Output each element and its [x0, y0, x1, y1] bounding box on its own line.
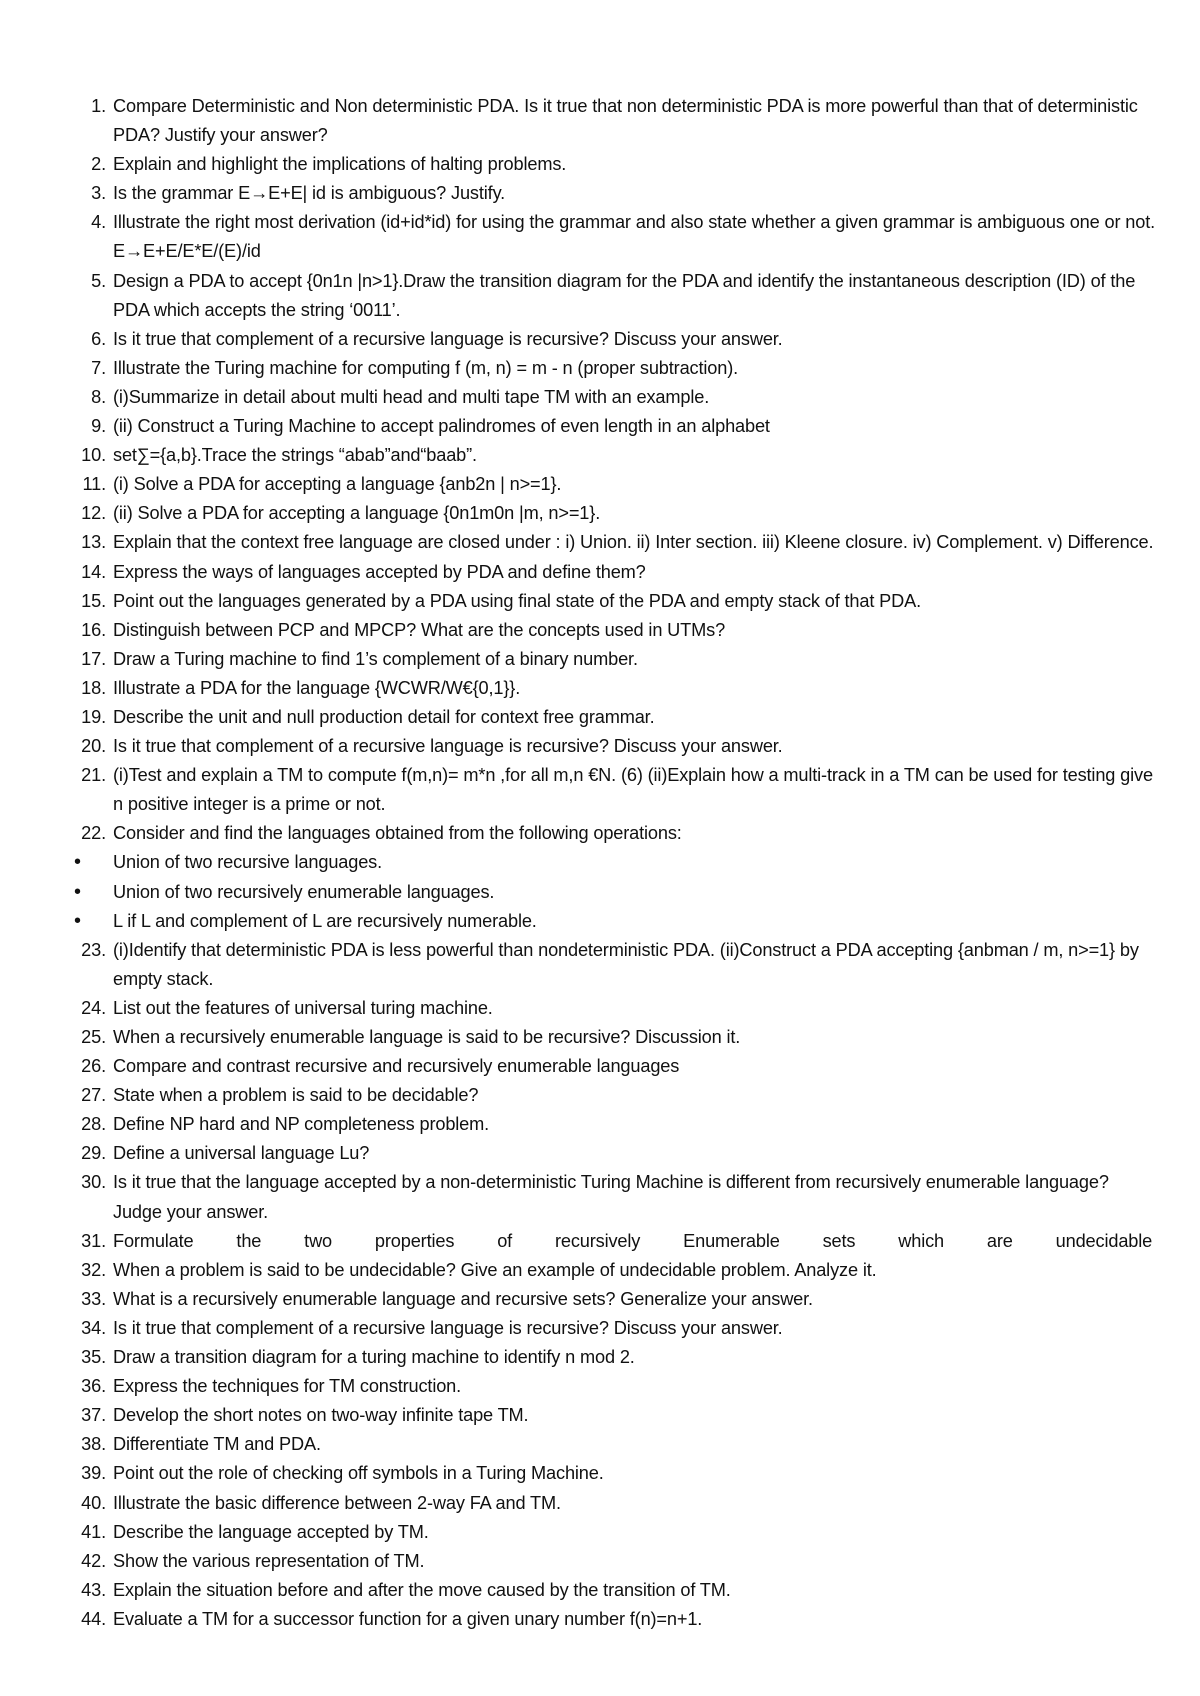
question-number: 14. [81, 561, 106, 582]
question-item [0, 470, 1200, 499]
question-number: 24. [81, 997, 106, 1018]
question-item [0, 1052, 1200, 1081]
question-item [0, 441, 1200, 470]
question-item [0, 819, 1200, 848]
question-number: 11. [82, 474, 106, 495]
question-number: 29. [81, 1143, 106, 1164]
question-number: 1. [91, 96, 106, 116]
question-item [0, 761, 1200, 819]
question-text: Describe the unit and null production detail for context free grammar. [113, 706, 655, 727]
question-text: Explain that the context free language are closed under : i) Union. ii) Inter section. iii) Kleene closure. iv) Complement. v) Difference. [113, 532, 1154, 553]
question-number: 22. [81, 823, 106, 844]
question-text: (ii) Solve a PDA for accepting a language {0n1m0n |m, n>=1}. [113, 503, 601, 524]
question-item [0, 1256, 1200, 1285]
question-number: 20. [81, 736, 106, 757]
bullet-marker: • [74, 851, 81, 874]
question-number: 28. [81, 1114, 106, 1135]
question-item [0, 1168, 1200, 1226]
question-number: 42. [81, 1550, 106, 1571]
question-number: 10. [81, 445, 106, 466]
question-number: 31. [81, 1230, 106, 1251]
question-text: Formulate the two properties of recursively Enumerable sets which are undecidable [113, 1230, 1153, 1251]
question-text: Is it true that the language accepted by a non-deterministic Turing Machine is different from recursively enumerable language? Judge your answer. [113, 1172, 1109, 1222]
question-item [0, 150, 1200, 179]
question-item [0, 412, 1200, 441]
question-item [0, 1139, 1200, 1168]
question-number: 36. [81, 1376, 106, 1397]
question-number: 30. [81, 1172, 106, 1193]
question-text: (i)Summarize in detail about multi head and multi tape TM with an example. [113, 386, 710, 407]
question-item [0, 1430, 1200, 1459]
question-text: Draw a Turing machine to find 1’s complement of a binary number. [113, 648, 638, 669]
question-item [0, 1459, 1200, 1488]
question-number: 41. [81, 1521, 106, 1542]
question-number: 27. [81, 1085, 106, 1106]
question-number: 37. [81, 1405, 106, 1426]
bullet-marker: • [74, 909, 81, 932]
question-item [0, 587, 1200, 616]
question-text: When a problem is said to be undecidable? Give an example of undecidable problem. Analyze it. [113, 1259, 877, 1280]
question-text: Design a PDA to accept {0n1n |n>1}.Draw the transition diagram for the PDA and identify the instantaneous description (ID) of the PDA which accepts the string ‘0011’. [113, 270, 1136, 320]
bullet-marker: • [74, 880, 81, 903]
question-number: 23. [81, 939, 106, 960]
question-number: 32. [81, 1259, 106, 1280]
question-text: (i)Identify that deterministic PDA is less powerful than nondeterministic PDA. (ii)Construct a PDA accepting {anbman / m, n>=1} by empty stack. [113, 939, 1139, 989]
question-number: 17. [81, 648, 106, 669]
question-item [0, 1518, 1200, 1547]
question-item [0, 1605, 1200, 1634]
question-text: Consider and find the languages obtained from the following operations: [113, 823, 682, 844]
question-text: Illustrate the Turing machine for computing f (m, n) = m - n (proper subtraction). [113, 357, 739, 378]
question-text: Union of two recursive languages. [113, 852, 383, 873]
question-number: 4. [91, 212, 106, 233]
question-text: Is it true that complement of a recursive language is recursive? Discuss your answer. [113, 328, 783, 349]
question-text: Develop the short notes on two-way infinite tape TM. [113, 1405, 529, 1426]
question-number: 3. [91, 183, 106, 204]
question-item [0, 325, 1200, 354]
question-item [0, 703, 1200, 732]
question-text: Explain and highlight the implications of halting problems. [113, 154, 567, 175]
bullet-item [0, 878, 1200, 907]
question-text: Differentiate TM and PDA. [113, 1434, 321, 1455]
question-number: 34. [81, 1317, 106, 1338]
question-number: 26. [81, 1056, 106, 1077]
question-item [0, 1023, 1200, 1052]
question-number: 16. [81, 619, 106, 640]
question-text: set∑={a,b}.Trace the strings “abab”and“baab”. [113, 445, 477, 466]
question-item [0, 267, 1200, 325]
question-text: Distinguish between PCP and MPCP? What are the concepts used in UTMs? [113, 619, 726, 640]
question-text: Union of two recursively enumerable languages. [113, 881, 495, 902]
question-number: 35. [81, 1347, 106, 1368]
bullet-item [0, 848, 1200, 877]
question-item [0, 528, 1200, 557]
question-text: What is a recursively enumerable language and recursive sets? Generalize your answer. [113, 1288, 813, 1309]
question-number: 6. [91, 328, 106, 349]
question-text: Express the ways of languages accepted by PDA and define them? [113, 561, 646, 582]
question-number: 43. [81, 1579, 106, 1600]
question-number: 5. [91, 270, 106, 291]
question-number: 7. [91, 357, 106, 378]
question-number: 33. [81, 1288, 106, 1309]
question-item [0, 1489, 1200, 1518]
question-text: Define a universal language Lu? [113, 1143, 370, 1164]
question-text: (i)Test and explain a TM to compute f(m,n)= m*n ,for all m,n €N. (6) (ii)Explain how a multi-track in a TM can be used for testing give n positive integer is a prime or not. [113, 765, 1153, 815]
question-text: Compare and contrast recursive and recursively enumerable languages [113, 1056, 680, 1077]
question-text: Evaluate a TM for a successor function for a given unary number f(n)=n+1. [113, 1608, 703, 1629]
question-text: State when a problem is said to be decidable? [113, 1085, 479, 1106]
question-item [0, 558, 1200, 587]
question-text: Point out the role of checking off symbols in a Turing Machine. [113, 1463, 604, 1484]
question-text: Define NP hard and NP completeness problem. [113, 1114, 490, 1135]
question-item [0, 179, 1200, 208]
question-list [0, 92, 1200, 1634]
question-text: Express the techniques for TM construction. [113, 1376, 462, 1397]
question-text: Describe the language accepted by TM. [113, 1521, 429, 1542]
question-number: 44. [81, 1608, 106, 1629]
question-text: Draw a transition diagram for a turing machine to identify n mod 2. [113, 1347, 635, 1368]
question-item [0, 1081, 1200, 1110]
bullet-item [0, 907, 1200, 936]
question-item [0, 616, 1200, 645]
question-item [0, 1372, 1200, 1401]
question-number: 39. [81, 1463, 106, 1484]
question-number: 15. [81, 590, 106, 611]
question-text: Illustrate a PDA for the language {WCWR/W€{0,1}}. [113, 677, 521, 698]
question-text: Illustrate the basic difference between 2-way FA and TM. [113, 1492, 561, 1513]
question-item [0, 354, 1200, 383]
question-number: 9. [91, 416, 106, 437]
question-text: Show the various representation of TM. [113, 1550, 425, 1571]
question-item [0, 994, 1200, 1023]
question-item [0, 674, 1200, 703]
question-number: 19. [81, 706, 106, 727]
question-item [0, 1314, 1200, 1343]
question-number: 12. [81, 503, 106, 524]
question-text: (ii) Construct a Turing Machine to accept palindromes of even length in an alphabet [113, 416, 770, 437]
question-number: 18. [81, 677, 106, 698]
question-item [0, 92, 1200, 150]
question-text: Is the grammar E→E+E| id is ambiguous? Justify. [113, 183, 506, 204]
question-item [0, 208, 1200, 266]
question-number: 2. [91, 154, 106, 175]
question-number: 13. [81, 532, 106, 553]
question-item [0, 499, 1200, 528]
question-text: Is it true that complement of a recursive language is recursive? Discuss your answer. [113, 736, 783, 757]
question-item [0, 936, 1200, 994]
question-text: List out the features of universal turing machine. [113, 997, 493, 1018]
question-number: 8. [91, 386, 106, 407]
question-item [0, 1285, 1200, 1314]
question-number: 40. [81, 1492, 106, 1513]
question-item [0, 383, 1200, 412]
question-item [0, 1576, 1200, 1605]
question-item [0, 1343, 1200, 1372]
question-number: 21. [81, 765, 106, 786]
question-number: 25. [81, 1027, 106, 1047]
question-item [0, 1401, 1200, 1430]
question-item [0, 732, 1200, 761]
question-text: (i) Solve a PDA for accepting a language {anb2n | n>=1}. [113, 474, 562, 495]
question-text: Compare Deterministic and Non deterministic PDA. Is it true that non deterministic PDA is more powerful than that of deterministic PDA? Justify your answer? [113, 96, 1138, 146]
question-text: Point out the languages generated by a PDA using final state of the PDA and empty stack of that PDA. [113, 590, 921, 611]
question-text: Illustrate the right most derivation (id+id*id) for using the grammar and also state whether a given grammar is ambiguous one or not. E→E+E/E*E/(E)/id [113, 212, 1156, 262]
question-item [0, 1227, 1200, 1256]
question-text: L if L and complement of L are recursively numerable. [113, 910, 537, 931]
question-text: Explain the situation before and after the move caused by the transition of TM. [113, 1579, 731, 1600]
question-item [0, 645, 1200, 674]
question-text: Is it true that complement of a recursive language is recursive? Discuss your answer. [113, 1317, 783, 1338]
question-item [0, 1110, 1200, 1139]
question-item [0, 1547, 1200, 1576]
question-text: When a recursively enumerable language is said to be recursive? Discussion it. [113, 1027, 741, 1047]
question-number: 38. [81, 1434, 106, 1455]
